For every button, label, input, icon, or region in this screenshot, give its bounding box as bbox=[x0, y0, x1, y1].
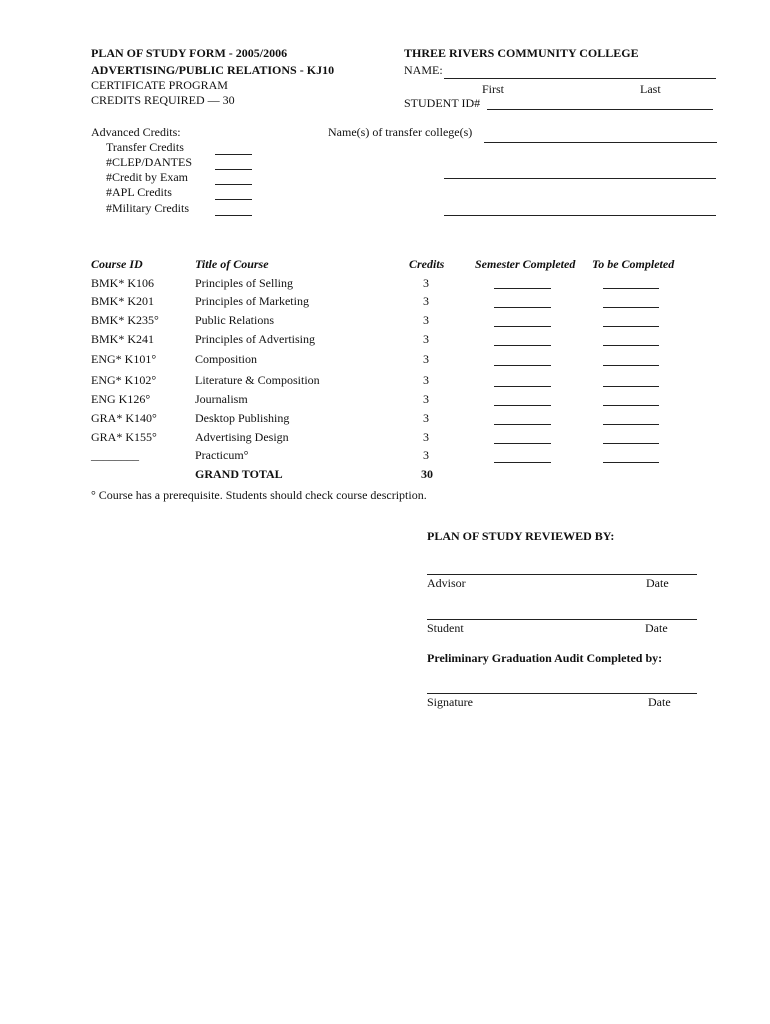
course-title: Public Relations bbox=[195, 313, 274, 327]
course-title: Literature & Composition bbox=[195, 373, 320, 387]
semester-completed-field[interactable] bbox=[494, 386, 551, 387]
semester-completed-field[interactable] bbox=[494, 307, 551, 308]
to-be-completed-field[interactable] bbox=[603, 424, 659, 425]
credits-required: CREDITS REQUIRED — 30 bbox=[91, 93, 235, 107]
semester-completed-field[interactable] bbox=[494, 288, 551, 289]
course-title: Desktop Publishing bbox=[195, 411, 290, 425]
semester-completed-field[interactable] bbox=[494, 345, 551, 346]
course-credits: 3 bbox=[423, 448, 429, 462]
course-id-blank: ________ bbox=[91, 448, 139, 462]
graduation-audit-heading: Preliminary Graduation Audit Completed by: bbox=[427, 651, 663, 665]
reviewed-by-heading: PLAN OF STUDY REVIEWED BY: bbox=[427, 529, 615, 543]
course-id: BMK* K241 bbox=[91, 332, 155, 346]
apl-credits-label: #APL Credits bbox=[106, 185, 172, 199]
course-title: Principles of Marketing bbox=[195, 294, 309, 308]
course-id: BMK* K235° bbox=[91, 313, 159, 327]
course-title: Practicum° bbox=[195, 448, 249, 462]
military-credits-field[interactable] bbox=[215, 215, 252, 216]
military-credits-label: #Military Credits bbox=[106, 201, 189, 215]
transfer-college-field-2[interactable] bbox=[444, 178, 716, 179]
course-id: GRA* K155° bbox=[91, 430, 157, 444]
signature-label: Signature bbox=[427, 695, 473, 709]
course-id: ENG K126° bbox=[91, 392, 151, 406]
advisor-label: Advisor bbox=[427, 576, 466, 590]
transfer-credits-label: Transfer Credits bbox=[106, 140, 184, 154]
course-id: ENG* K101° bbox=[91, 352, 157, 366]
transfer-college-label: Name(s) of transfer college(s) bbox=[328, 125, 473, 139]
to-be-completed-field[interactable] bbox=[603, 365, 659, 366]
to-be-completed-field[interactable] bbox=[603, 326, 659, 327]
to-be-completed-field[interactable] bbox=[603, 405, 659, 406]
to-be-completed-field[interactable] bbox=[603, 462, 659, 463]
grand-total-value: 30 bbox=[421, 467, 433, 481]
to-be-completed-field[interactable] bbox=[603, 386, 659, 387]
clep-dantes-label: #CLEP/DANTES bbox=[106, 155, 193, 169]
course-id: BMK* K201 bbox=[91, 294, 155, 308]
semester-completed-field[interactable] bbox=[494, 443, 551, 444]
col-header-semester-completed: Semester Completed bbox=[475, 257, 576, 271]
clep-dantes-field[interactable] bbox=[215, 169, 252, 170]
name-label: NAME: bbox=[404, 63, 443, 77]
col-header-credits: Credits bbox=[409, 257, 445, 271]
course-credits: 3 bbox=[423, 276, 429, 290]
semester-completed-field[interactable] bbox=[494, 424, 551, 425]
semester-completed-field[interactable] bbox=[494, 405, 551, 406]
course-title: Principles of Advertising bbox=[195, 332, 315, 346]
student-id-label: STUDENT ID# bbox=[404, 96, 481, 110]
course-credits: 3 bbox=[423, 392, 429, 406]
credit-by-exam-label: #Credit by Exam bbox=[106, 170, 188, 184]
advisor-date-label: Date bbox=[646, 576, 669, 590]
transfer-credits-field[interactable] bbox=[215, 154, 252, 155]
student-label: Student bbox=[427, 621, 464, 635]
audit-date-label: Date bbox=[648, 695, 671, 709]
grand-total-label: GRAND TOTAL bbox=[195, 467, 283, 481]
course-credits: 3 bbox=[423, 332, 429, 346]
course-credits: 3 bbox=[423, 411, 429, 425]
certificate-label: CERTIFICATE PROGRAM bbox=[91, 78, 228, 92]
program-title: ADVERTISING/PUBLIC RELATIONS - KJ10 bbox=[91, 63, 335, 77]
course-title: Composition bbox=[195, 352, 258, 366]
form-title: PLAN OF STUDY FORM - 2005/2006 bbox=[91, 46, 288, 60]
col-header-to-be-completed: To be Completed bbox=[592, 257, 675, 271]
transfer-college-field-3[interactable] bbox=[444, 215, 716, 216]
student-signature-field[interactable] bbox=[427, 619, 697, 620]
college-name: THREE RIVERS COMMUNITY COLLEGE bbox=[404, 46, 639, 60]
course-credits: 3 bbox=[423, 373, 429, 387]
course-credits: 3 bbox=[423, 313, 429, 327]
to-be-completed-field[interactable] bbox=[603, 307, 659, 308]
to-be-completed-field[interactable] bbox=[603, 288, 659, 289]
advanced-credits-heading: Advanced Credits: bbox=[91, 125, 181, 139]
course-title: Advertising Design bbox=[195, 430, 289, 444]
course-id: ENG* K102° bbox=[91, 373, 157, 387]
col-header-course-id: Course ID bbox=[91, 257, 143, 271]
to-be-completed-field[interactable] bbox=[603, 443, 659, 444]
first-name-caption: First bbox=[482, 82, 505, 96]
student-id-field[interactable] bbox=[487, 109, 713, 110]
name-field[interactable] bbox=[444, 78, 716, 79]
prerequisite-footnote: ° Course has a prerequisite. Students should check course description. bbox=[91, 488, 427, 502]
semester-completed-field[interactable] bbox=[494, 365, 551, 366]
semester-completed-field[interactable] bbox=[494, 326, 551, 327]
col-header-title: Title of Course bbox=[195, 257, 269, 271]
advisor-signature-field[interactable] bbox=[427, 574, 697, 575]
last-name-caption: Last bbox=[640, 82, 661, 96]
transfer-college-field-1[interactable] bbox=[484, 142, 717, 143]
course-credits: 3 bbox=[423, 352, 429, 366]
to-be-completed-field[interactable] bbox=[603, 345, 659, 346]
course-credits: 3 bbox=[423, 294, 429, 308]
course-title: Principles of Selling bbox=[195, 276, 293, 290]
audit-signature-field[interactable] bbox=[427, 693, 697, 694]
course-title: Journalism bbox=[195, 392, 248, 406]
student-date-label: Date bbox=[645, 621, 668, 635]
course-id: BMK* K106 bbox=[91, 276, 155, 290]
apl-credits-field[interactable] bbox=[215, 199, 252, 200]
credit-by-exam-field[interactable] bbox=[215, 184, 252, 185]
course-id: GRA* K140° bbox=[91, 411, 157, 425]
course-credits: 3 bbox=[423, 430, 429, 444]
semester-completed-field[interactable] bbox=[494, 462, 551, 463]
